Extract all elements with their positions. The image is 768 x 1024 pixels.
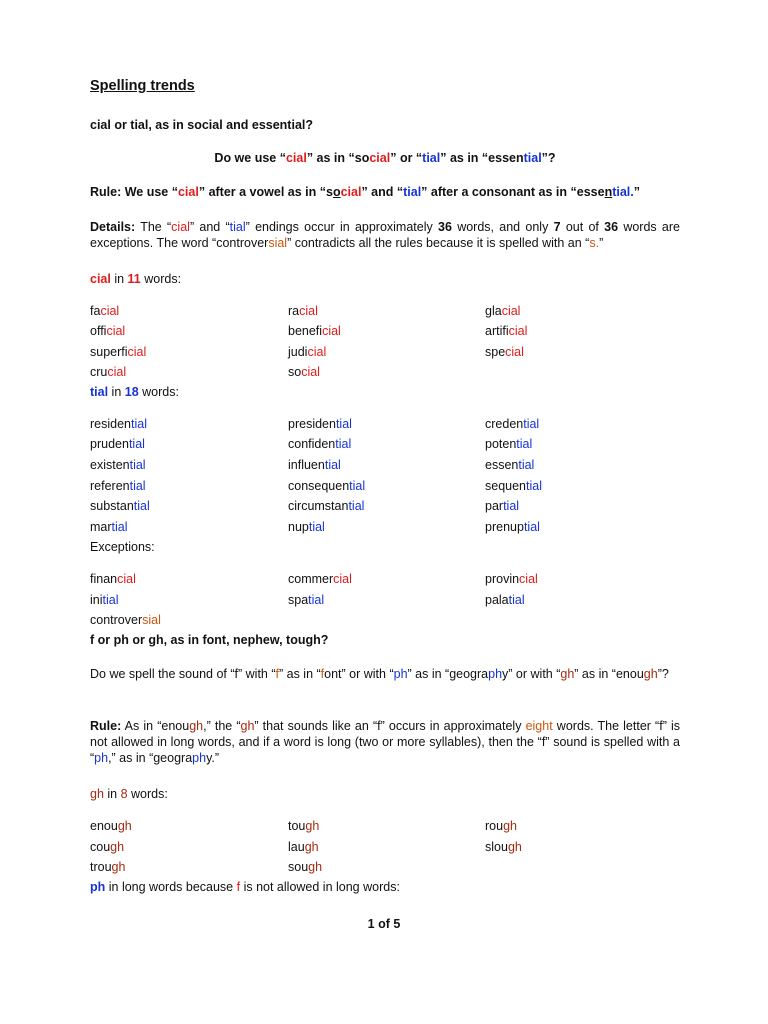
word-item: judicial [288,345,327,359]
word-item: trough [90,860,126,874]
word-item: partial [485,499,520,513]
word-item: official [90,324,126,338]
word-item: spatial [288,593,325,607]
word-item: existential [90,458,146,472]
word-item: credential [485,417,540,431]
exceptions-heading: Exceptions: [90,540,155,554]
word-item: confidential [288,437,352,451]
section-heading-cial-tial: cial or tial, as in social and essential? [90,118,314,132]
question-f-ph-gh: Do we spell the sound of “f” with “f” as in “font” or with “ph” as in “geography” or with “gh” as in “enough”? [90,667,669,681]
word-item: superficial [90,345,147,359]
rule-cial-tial: Rule: We use “cial” after a vowel as in “social” and “tial” after a consonant as in “essential.” [90,185,641,199]
word-item: referential [90,479,146,493]
word-item: financial [90,572,136,586]
rule-f-ph-gh: Rule: As in “enough,” the “gh” that sounds like an “f” occurs in approximately eight words. The letter “f” is not allowed in long words, and if a word is long (two or more syllables), then the “f” sound is spelled with a “ph,” as in “geography.” [90,719,680,765]
word-item: essential [485,458,535,472]
word-item: facial [90,304,120,318]
word-item: palatial [485,593,525,607]
tial-words-heading: tial in 18 words: [90,385,179,399]
word-item: racial [288,304,318,318]
page-number: 1 of 5 [367,917,401,931]
word-item: provincial [485,572,538,586]
word-item: artificial [485,324,528,338]
word-item: influential [288,458,341,472]
word-item: tough [288,819,320,833]
word-item: initial [90,593,119,607]
word-item: circumstantial [288,499,365,513]
word-item: sough [288,860,323,874]
word-item: rough [485,819,517,833]
cial-words-heading: cial in 11 words: [90,272,182,286]
word-item: cough [90,840,125,854]
gh-words-heading: gh in 8 words: [90,787,168,801]
word-item: glacial [485,304,521,318]
word-item: potential [485,437,533,451]
word-item: prenuptial [485,520,540,534]
word-item: prudential [90,437,145,451]
word-item: crucial [90,365,127,379]
word-item: social [288,365,320,379]
word-item: enough [90,819,132,833]
word-item: laugh [288,840,319,854]
word-item: nuptial [288,520,325,534]
word-item: substantial [90,499,150,513]
word-item: beneficial [288,324,341,338]
page-title: Spelling trends [90,78,195,94]
word-item: sequential [485,479,542,493]
word-item: special [485,345,524,359]
word-item: martial [90,520,128,534]
section-heading-f-ph-gh: f or ph or gh, as in font, nephew, tough? [90,633,329,647]
word-item: controversial [90,613,161,627]
word-item: slough [485,840,522,854]
word-item: presidential [288,417,352,431]
ph-words-heading: ph in long words because f is not allowed in long words: [90,880,400,894]
word-item: residential [90,417,147,431]
word-item: commercial [288,572,352,586]
word-item: consequential [288,479,366,493]
details-paragraph: Details: The “cial” and “tial” endings occur in approximately 36 words, and only 7 out of 36 words are exceptions. The word “controversial” contradicts all the rules because it is spelled with an “s.” [90,220,680,250]
question-cial-tial: Do we use “cial” as in “social” or “tial” as in “essential”? [214,151,556,165]
